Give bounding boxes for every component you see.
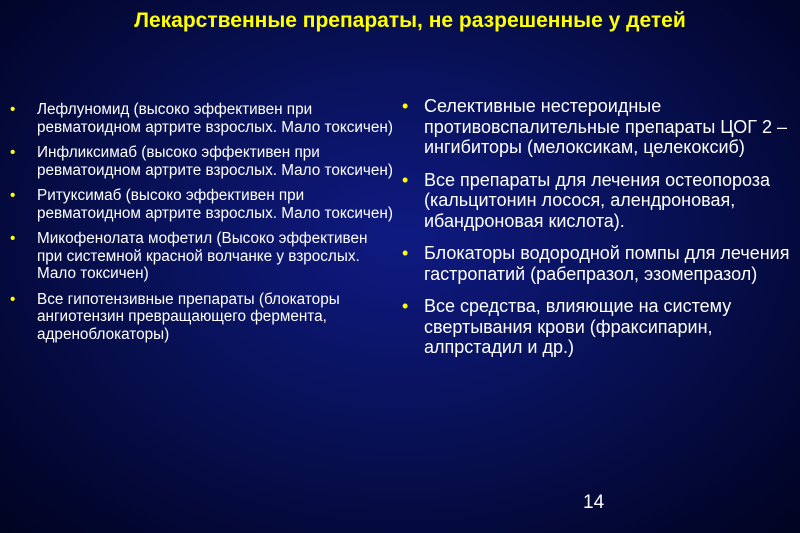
list-item-text: Ритуксимаб (высоко эффективен при ревматоидном артрите взрослых. Мало токсичен) — [37, 187, 393, 222]
list-item-text: Микофенолата мофетил (Высоко эффективен при системной красной волчанке у взрослых. Мало токсичен) — [37, 230, 368, 282]
list-item — [10, 291, 395, 344]
list-item-text: Инфликсимаб (высоко эффективен при ревматоидном артрите взрослых. Мало токсичен) — [37, 144, 393, 179]
page-number: 14 — [583, 492, 605, 513]
list-item-text: Блокаторы водородной помпы для лечения гастропатий (рабепразол, эзомепразол) — [424, 243, 790, 284]
list-item-text: Лефлуномид (высоко эффективен при ревматоидном артрите взрослых. Мало токсичен) — [37, 101, 393, 136]
list-item — [10, 230, 395, 283]
bullet-icon: • — [402, 96, 409, 116]
bullet-icon: • — [10, 144, 16, 161]
list-item — [10, 187, 395, 222]
bullet-icon: • — [10, 187, 16, 204]
list-item — [10, 101, 395, 136]
right-bullet-list — [402, 96, 797, 370]
list-item — [402, 170, 797, 232]
bullet-icon: • — [402, 169, 409, 190]
list-item-text: Селективные нестероидные противовспалительные препараты ЦОГ 2 – ингибиторы (мелоксикам, целекоксиб) — [424, 96, 787, 157]
bullet-icon: • — [10, 230, 16, 247]
list-item-text: Все средства, влияющие на систему свертывания крови (фраксипарин, алпрстадил и др.) — [424, 296, 732, 357]
bullet-icon: • — [402, 296, 409, 316]
bullet-icon: • — [402, 243, 409, 263]
list-item — [402, 243, 797, 284]
list-item-text: Все препараты для лечения остеопороза (кальцитонин лосося, алендроновая, ибандроновая кислота). — [424, 169, 771, 231]
slide-title: Лекарственные препараты, не разрешенные у детей — [134, 9, 686, 32]
list-item — [402, 96, 797, 158]
left-bullet-list — [10, 101, 395, 351]
bullet-icon: • — [10, 290, 16, 308]
list-item — [10, 144, 395, 179]
bullet-icon: • — [10, 101, 16, 118]
list-item-text: Все гипотензивные препараты (блокаторы ангиотензин превращающего фермента, адреноблокаторы) — [37, 290, 340, 343]
list-item — [402, 296, 797, 358]
